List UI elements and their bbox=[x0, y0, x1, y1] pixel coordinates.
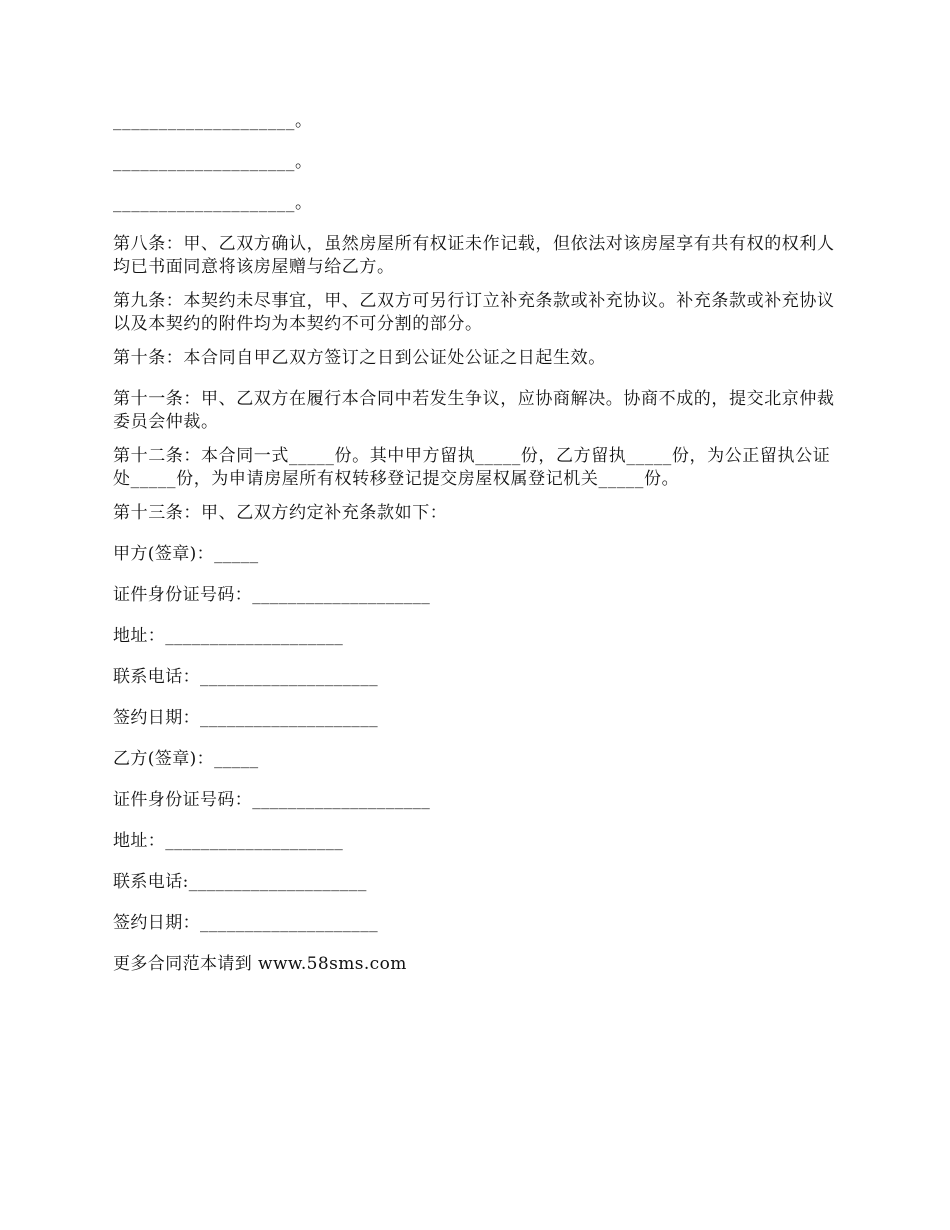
party-b-date: 签约日期：____________________ bbox=[113, 913, 378, 933]
party-a-phone: 联系电话：____________________ bbox=[113, 667, 378, 687]
party-a-date: 签约日期：____________________ bbox=[113, 708, 378, 728]
party-a-signature-block bbox=[113, 543, 843, 730]
party-b-signature: 乙方(签章)：_____ bbox=[113, 749, 259, 769]
blank-line: ____________________。 bbox=[113, 111, 313, 131]
party-a-id-number: 证件身份证号码：____________________ bbox=[113, 585, 431, 605]
party-b-id-number: 证件身份证号码：____________________ bbox=[113, 790, 431, 810]
article-12: 第十二条：本合同一式_____份。其中甲方留执_____份，乙方留执_____份，为公正留执公证处_____份，为申请房屋所有权转移登记提交房屋权属登记机关_____份。 bbox=[113, 446, 831, 489]
article-9: 第九条：本契约未尽事宜，甲、乙双方可另行订立补充条款或补充协议。补充条款或补充协议以及本契约的附件均为本契约不可分割的部分。 bbox=[113, 291, 835, 334]
party-b-signature-block bbox=[113, 748, 843, 935]
party-a-signature: 甲方(签章)：_____ bbox=[113, 544, 259, 564]
document-page bbox=[113, 110, 843, 994]
blank-line: ____________________。 bbox=[113, 193, 313, 213]
party-b-phone: 联系电话:____________________ bbox=[113, 872, 367, 892]
blank-line: ____________________。 bbox=[113, 152, 313, 172]
party-b-address: 地址：____________________ bbox=[113, 831, 344, 851]
article-11: 第十一条：甲、乙双方在履行本合同中若发生争议，应协商解决。协商不成的，提交北京仲裁委员会仲裁。 bbox=[113, 389, 835, 432]
party-a-address: 地址：____________________ bbox=[113, 626, 344, 646]
footer-note: 更多合同范本请到 www.58sms.com bbox=[113, 954, 407, 974]
article-10: 第十条：本合同自甲乙双方签订之日到公证处公证之日起生效。 bbox=[113, 348, 606, 368]
article-13: 第十三条：甲、乙双方约定补充条款如下： bbox=[113, 503, 448, 523]
article-8: 第八条：甲、乙双方确认，虽然房屋所有权证未作记载，但依法对该房屋享有共有权的权利人均已书面同意将该房屋赠与给乙方。 bbox=[113, 234, 835, 277]
